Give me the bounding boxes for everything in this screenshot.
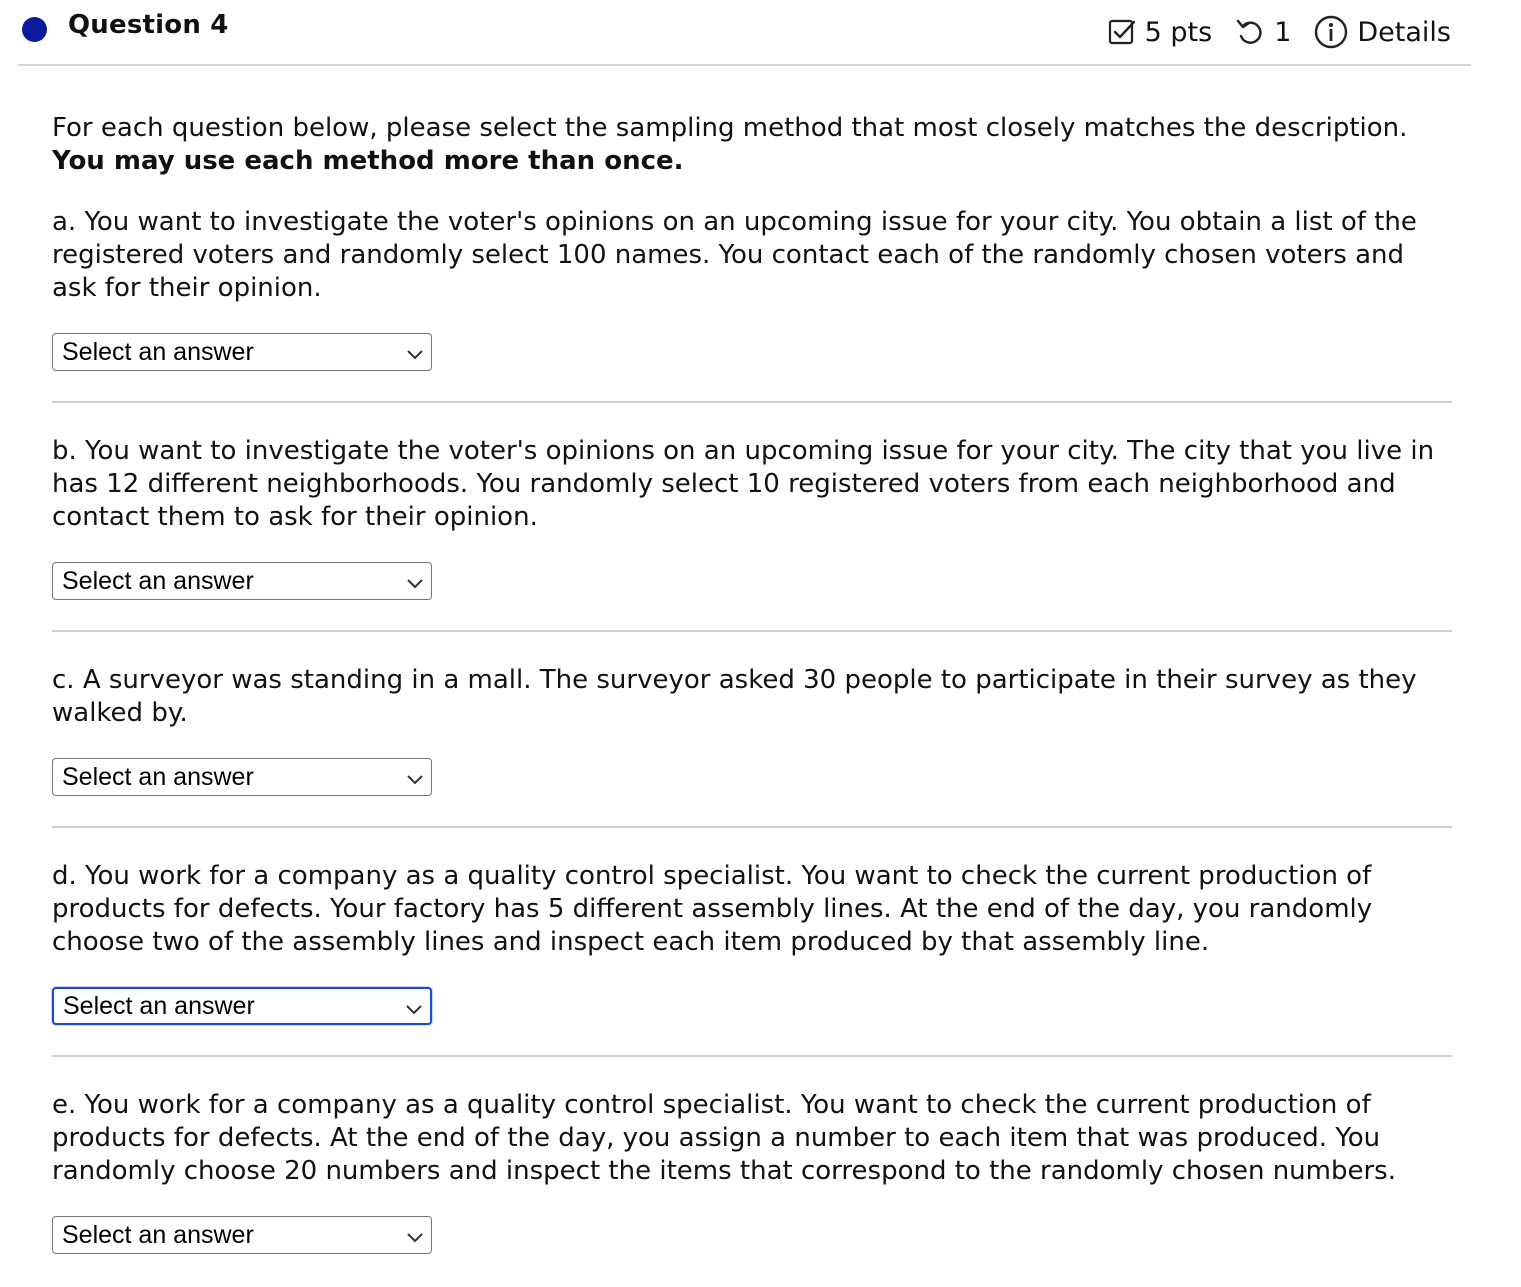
instructions-text: For each question below, please select the sampling method that most closely matches the description. (52, 113, 1408, 143)
part-b-text: b. You want to investigate the voter's opinions on an upcoming issue for your city. The city that you live in has 12 different neighborhoods. You randomly select 10 registered voters from each neighborhood and contact them to ask for their opinion. (52, 436, 1435, 532)
points-label: 5 pts (1144, 16, 1213, 48)
part-e (52, 1089, 1452, 1254)
divider (52, 826, 1452, 828)
part-c-select[interactable] (52, 758, 432, 796)
instructions-bold-note: You may use each method more than once. (52, 146, 684, 176)
chevron-down-icon (405, 768, 425, 797)
divider (52, 401, 1452, 403)
part-b (52, 435, 1452, 600)
divider (52, 630, 1452, 632)
part-e-text: e. You work for a company as a quality control specialist. You want to check the current production of products for defects. At the end of the day, you assign a number to each item that was produced. You randomly choose 20 numbers and inspect the items that correspond to the randomly chosen numbers. (52, 1090, 1396, 1186)
part-c-text: c. A surveyor was standing in a mall. The surveyor asked 30 people to participate in their survey as they walked by. (52, 665, 1417, 728)
chevron-down-icon (404, 998, 424, 1027)
attempts-count: 1 (1274, 16, 1292, 48)
question-meta (1107, 12, 1451, 52)
part-d-text: d. You work for a company as a quality control specialist. You want to check the current production of products for defects. Your factory has 5 different assembly lines. At the end of the day, you randomly choose two of the assembly lines and inspect each item produced by that assembly line. (52, 861, 1373, 957)
part-a-text: a. You want to investigate the voter's opinions on an upcoming issue for your city. You obtain a list of the registered voters and randomly select 100 names. You contact each of the randomly chosen voters and ask for their opinion. (52, 207, 1417, 303)
part-c-select-value: Select an answer (62, 762, 254, 791)
question-title: Question 4 (68, 10, 229, 40)
question-body (52, 112, 1452, 1254)
retry-icon (1234, 17, 1266, 47)
part-a (52, 206, 1452, 371)
divider (52, 1055, 1452, 1057)
part-b-select-value: Select an answer (62, 566, 254, 595)
part-e-select-value: Select an answer (62, 1220, 254, 1249)
details-link[interactable]: Details (1357, 16, 1451, 48)
status-dot (22, 17, 47, 42)
part-a-select-value: Select an answer (62, 337, 254, 366)
checkbox-icon (1107, 17, 1137, 47)
part-d-select[interactable] (52, 987, 432, 1025)
chevron-down-icon (405, 343, 425, 372)
chevron-down-icon (405, 1226, 425, 1255)
part-d (52, 860, 1452, 1025)
part-c (52, 664, 1452, 796)
part-b-select[interactable] (52, 562, 432, 600)
instructions (52, 112, 1452, 178)
part-e-select[interactable] (52, 1216, 432, 1254)
info-icon[interactable] (1313, 14, 1349, 50)
part-a-select[interactable] (52, 333, 432, 371)
question-header (18, 0, 1471, 66)
part-d-select-value: Select an answer (63, 991, 255, 1020)
chevron-down-icon (405, 572, 425, 601)
